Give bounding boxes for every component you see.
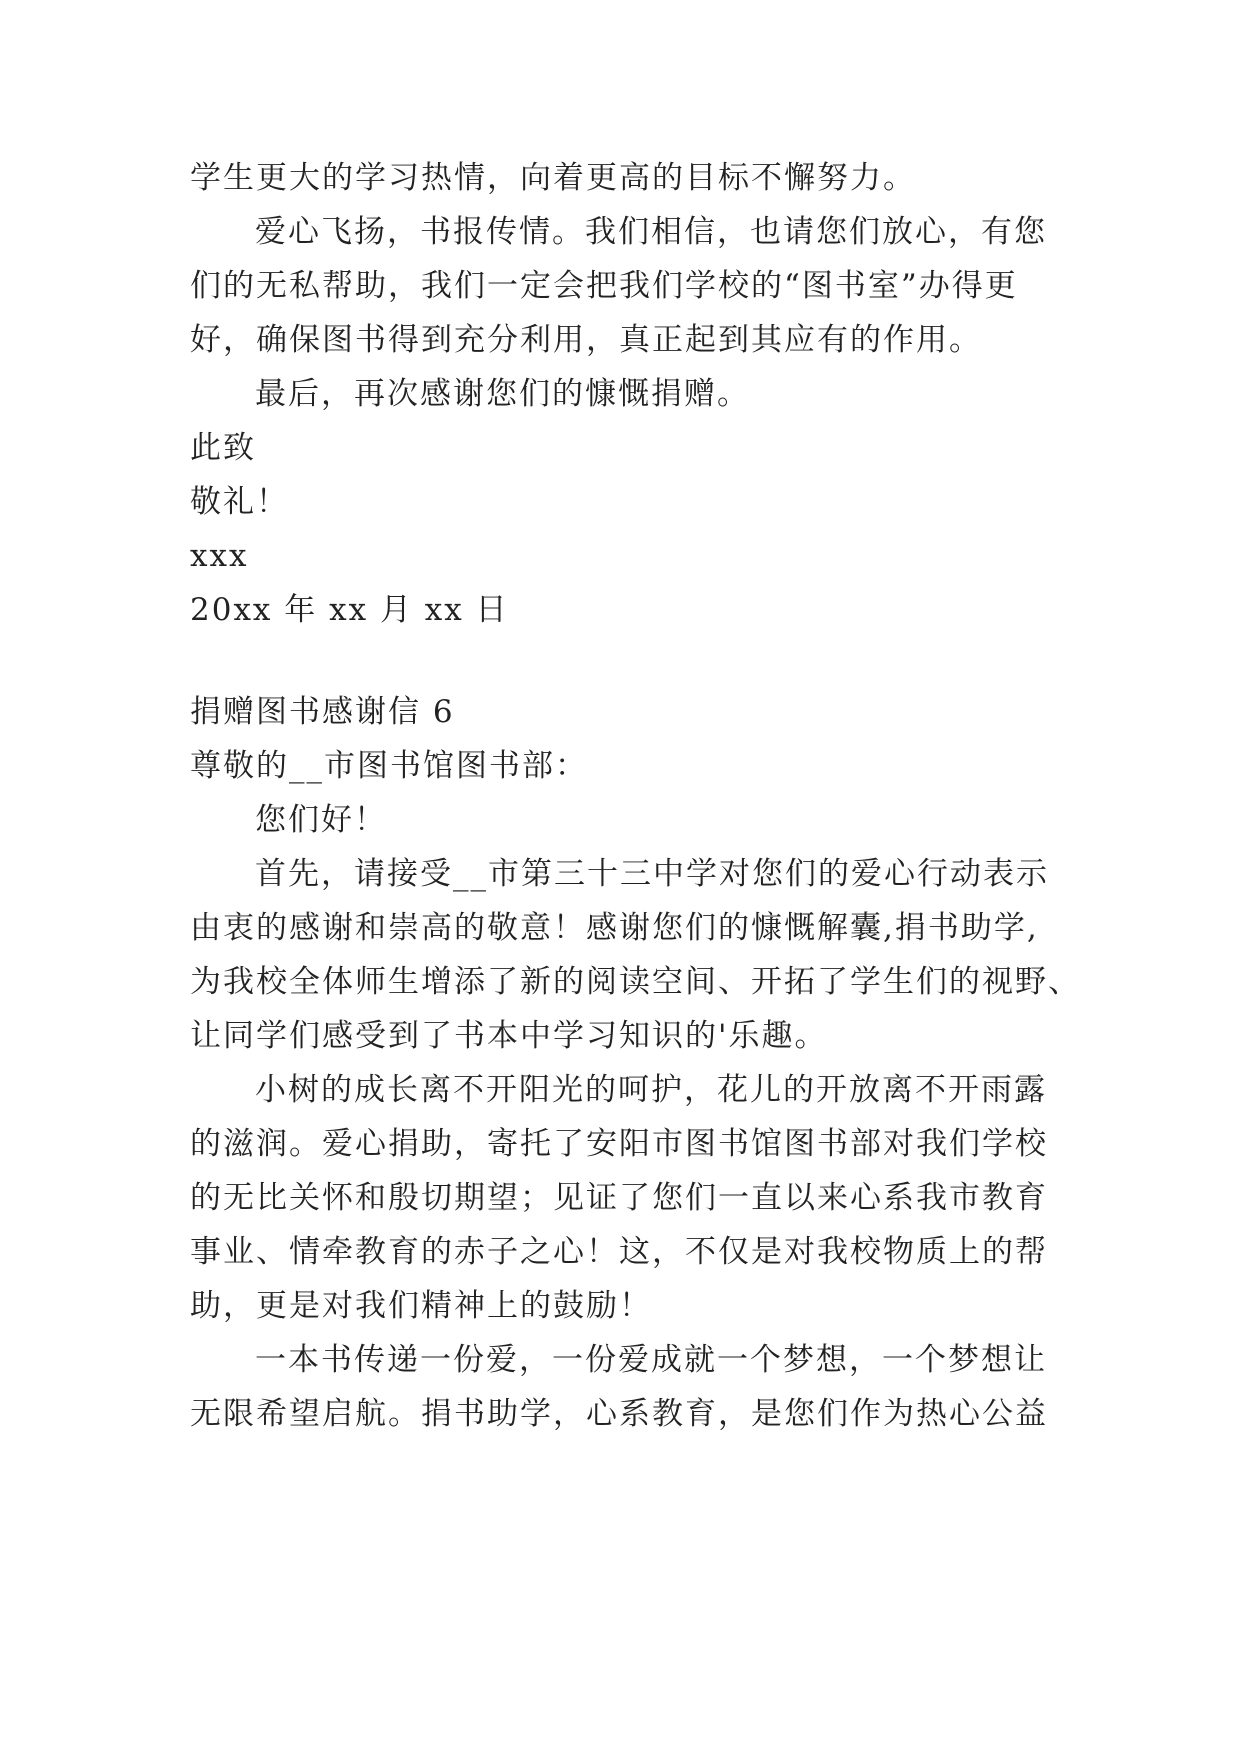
paragraph-line: 的无比关怀和殷切期望；见证了您们一直以来心系我市教育 [190, 1180, 1048, 1216]
paragraph-line: 首先，请接受__市第三十三中学对您们的爱心行动表示 [255, 856, 1049, 892]
paragraph-line: 为我校全体师生增添了新的阅读空间、开拓了学生们的视野、 [190, 964, 1081, 1000]
section-title: 捐赠图书感谢信 6 [190, 694, 455, 730]
date-line: 20xx 年 xx 月 xx 日 [190, 592, 509, 628]
paragraph-line: 一本书传递一份爱，一份爱成就一个梦想，一个梦想让 [255, 1342, 1047, 1378]
paragraph-line: 好，确保图书得到充分利用，真正起到其应有的作用。 [190, 322, 982, 358]
salutation-line: 敬礼！ [190, 484, 289, 520]
paragraph-line: 学生更大的学习热情，向着更高的目标不懈努力。 [190, 160, 916, 196]
paragraph-line: 的滋润。爱心捐助，寄托了安阳市图书馆图书部对我们学校 [190, 1126, 1048, 1162]
recipient-line: 尊敬的__市图书馆图书部： [190, 748, 588, 784]
closing-line: 此致 [190, 430, 256, 466]
paragraph-line: 无限希望启航。捐书助学，心系教育，是您们作为热心公益 [190, 1396, 1048, 1432]
signature-line: xxx [190, 538, 249, 574]
paragraph-line: 们的无私帮助，我们一定会把我们学校的“图书室”办得更 [190, 268, 1018, 304]
paragraph-line: 助，更是对我们精神上的鼓励！ [190, 1288, 652, 1324]
greeting-line: 您们好！ [255, 802, 387, 838]
paragraph-line: 爱心飞扬，书报传情。我们相信，也请您们放心，有您 [255, 214, 1047, 250]
paragraph-line: 让同学们感受到了书本中学习知识的'乐趣。 [190, 1018, 828, 1054]
paragraph-line: 小树的成长离不开阳光的呵护，花儿的开放离不开雨露 [255, 1072, 1047, 1108]
paragraph-line: 最后，再次感谢您们的慷慨捐赠。 [255, 376, 750, 412]
paragraph-line: 由衷的感谢和崇高的敬意！感谢您们的慷慨解囊,捐书助学, [190, 910, 1039, 946]
paragraph-line: 事业、情牵教育的赤子之心！这，不仅是对我校物质上的帮 [190, 1234, 1048, 1270]
